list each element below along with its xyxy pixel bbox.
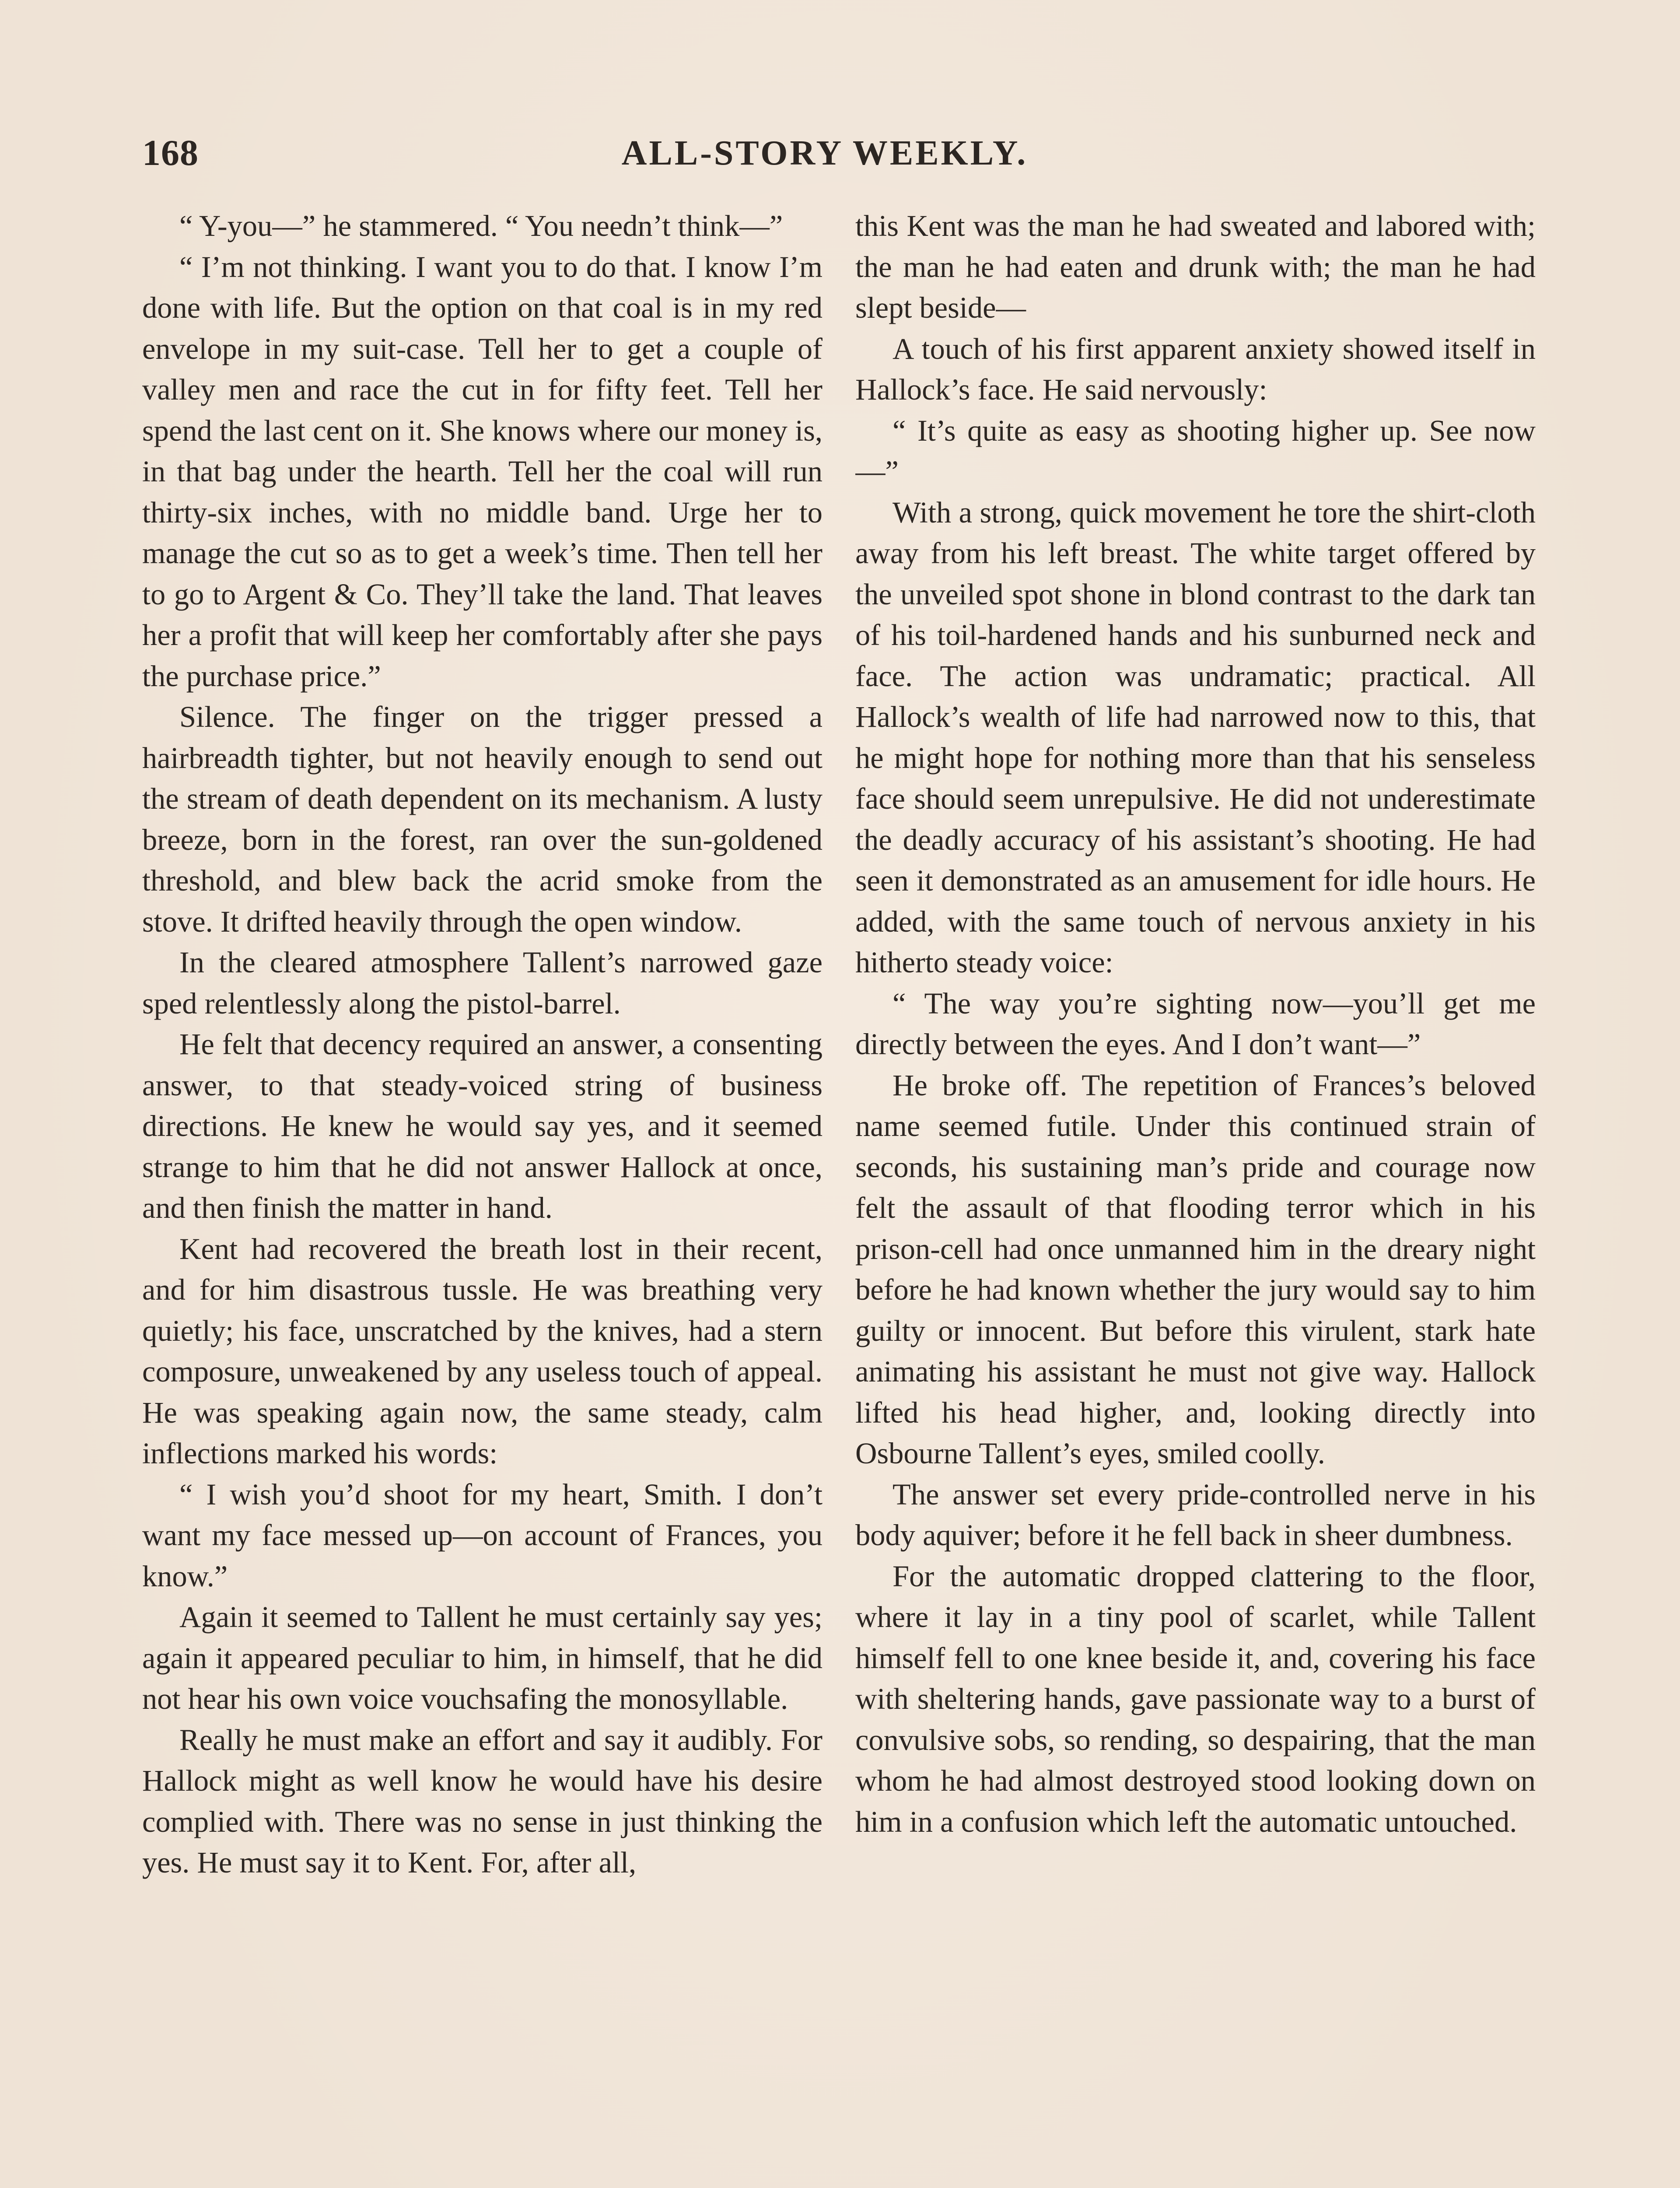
paragraph: “ Y-you—” he stammered. “ You needn’t think—” bbox=[179, 209, 783, 242]
right-text-column bbox=[855, 206, 1536, 2188]
paragraph: Kent had recovered the breath lost in their recent, and for him disastrous tussle. He was breathing very quietly; his face, unscratched by the knives, had a stern composure, unweakened by any useless touch of appeal. He was speaking again now, the same steady, calm inflections marked his words: bbox=[142, 1232, 822, 1470]
paragraph: In the cleared atmosphere Tallent’s narrowed gaze sped relentlessly along the pistol-barrel. bbox=[142, 946, 822, 1020]
paragraph: With a strong, quick movement he tore the shirt-cloth away from his left breast. The white target offered by the unveiled spot shone in blond contrast to the dark tan of his toil-hardened hands and his sunburned neck and face. The action was undramatic; practical. All Hallock’s wealth of life had narrowed now to this, that he might hope for nothing more than that his senseless face should seem unrepulsive. He did not underestimate the deadly accuracy of his assistant’s shooting. He had seen it demonstrated as an amusement for idle hours. He added, with the same touch of nervous anxiety in his hitherto steady voice: bbox=[855, 495, 1536, 979]
paragraph: A touch of his first apparent anxiety showed itself in Hallock’s face. He said nervously: bbox=[855, 332, 1536, 406]
paragraph: Silence. The finger on the trigger pressed a hairbreadth tighter, but not heavily enough to send out the stream of death dependent on its mechanism. A lusty breeze, born in the forest, ran over the sun-goldened threshold, and blew back the acrid smoke from the stove. It drifted heavily through the open window. bbox=[142, 700, 822, 938]
paragraph: Really he must make an effort and say it audibly. For Hallock might as well know he would have his desire complied with. There was no sense in just thinking the yes. He must say it to Kent. For, after all, bbox=[142, 1723, 822, 1879]
paragraph-continued: this Kent was the man he had sweated and labored with; the man he had eaten and drunk with; the man he had slept beside— bbox=[855, 209, 1536, 324]
paragraph: For the automatic dropped clattering to the floor, where it lay in a tiny pool of scarlet, while Tallent himself fell to one knee beside it, and, covering his face with sheltering hands, gave passionate way to a burst of convulsive sobs, so rending, so despairing, that the man whom he had almost destroyed stood looking down on him in a confusion which left the automatic untouched. bbox=[855, 1559, 1536, 1838]
running-title: ALL-STORY WEEKLY. bbox=[621, 134, 1028, 172]
paragraph: “ I’m not thinking. I want you to do that. I know I’m done with life. But the option on that coal is in my red envelope in my suit-case. Tell her to get a couple of valley men and race the cut in for fifty feet. Tell her spend the last cent on it. She knows where our money is, in that bag under the hearth. Tell her the coal will run thirty-six inches, with no middle band. Urge her to manage the cut so as to get a week’s time. Then tell her to go to Argent & Co. They’ll take the land. That leaves her a profit that will keep her comfortably after she pays the purchase price.” bbox=[142, 250, 822, 693]
paragraph: “ It’s quite as easy as shooting higher up. See now—” bbox=[855, 414, 1536, 488]
paragraph: He broke off. The repetition of Frances’s beloved name seemed futile. Under this continued strain of seconds, his sustaining man’s pride and courage now felt the assault of that flooding terror which in his prison-cell had once unmanned him in the dreary night before he had known whether the jury would say to him guilty or innocent. But before this virulent, stark hate animating his assistant he must not give way. Hallock lifted his head higher, and, looking directly into Osbourne Tallent’s eyes, smiled coolly. bbox=[855, 1068, 1536, 1470]
page-number: 168 bbox=[142, 133, 199, 173]
page-header bbox=[142, 127, 1507, 179]
left-text-column bbox=[142, 206, 822, 2188]
paragraph: The answer set every pride-controlled nerve in his body aquiver; before it he fell back in sheer dumbness. bbox=[855, 1477, 1536, 1552]
paragraph: “ The way you’re sighting now—you’ll get me directly between the eyes. And I don’t want—” bbox=[855, 986, 1536, 1061]
paragraph: “ I wish you’d shoot for my heart, Smith. I don’t want my face messed up—on account of Frances, you know.” bbox=[142, 1477, 822, 1593]
paragraph: He felt that decency required an answer, a consenting answer, to that steady-voiced string of business directions. He knew he would say yes, and it seemed strange to him that he did not answer Hallock at once, and then finish the matter in hand. bbox=[142, 1027, 822, 1224]
paragraph: Again it seemed to Tallent he must certainly say yes; again it appeared peculiar to him, in himself, that he did not hear his own voice vouchsafing the monosyllable. bbox=[142, 1600, 822, 1715]
